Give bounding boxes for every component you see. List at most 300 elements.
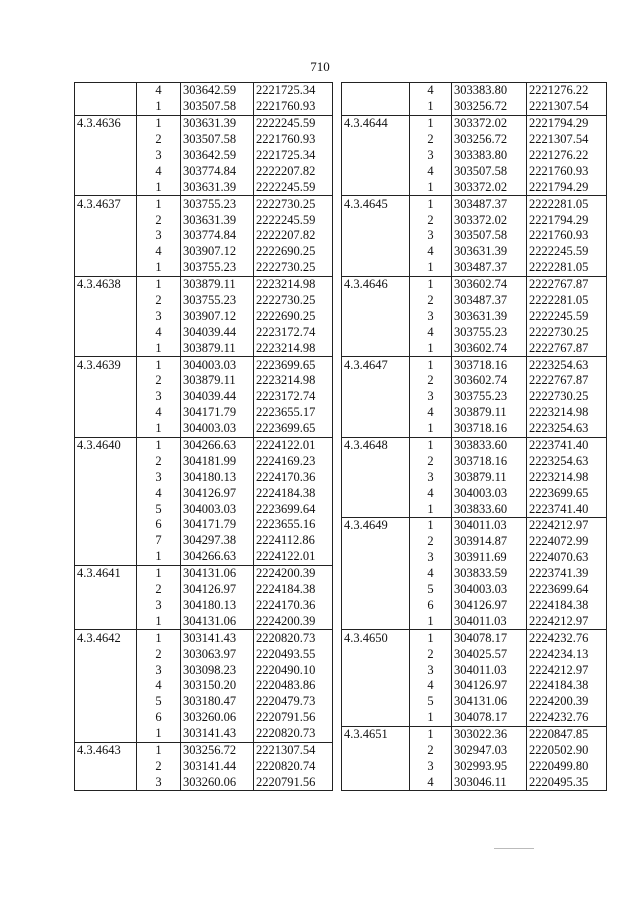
x-coordinate-cell: 303631.39 (181, 179, 254, 195)
y-coordinate-cell: 2220483.86 (254, 678, 333, 694)
table-row (75, 469, 333, 485)
y-coordinate-cell: 2223214.98 (254, 373, 333, 389)
parcel-id-cell (342, 662, 410, 678)
table-row (75, 308, 333, 324)
y-coordinate-cell: 2223699.65 (254, 421, 333, 437)
point-number-cell: 1 (410, 630, 452, 646)
y-coordinate-cell: 2222281.05 (527, 260, 607, 276)
parcel-id-cell (75, 758, 137, 774)
table-row (75, 340, 333, 356)
y-coordinate-cell: 2221725.34 (254, 148, 333, 164)
y-coordinate-cell: 2224184.38 (254, 582, 333, 598)
x-coordinate-cell: 303063.97 (181, 646, 254, 662)
parcel-id-cell (342, 774, 410, 790)
x-coordinate-cell: 303631.39 (452, 244, 527, 260)
point-number-cell: 1 (410, 260, 452, 276)
x-coordinate-cell: 303098.23 (181, 662, 254, 678)
point-number-cell: 2 (410, 293, 452, 309)
point-number-cell: 3 (410, 228, 452, 244)
table-row (342, 453, 607, 469)
parcel-id-cell (342, 163, 410, 179)
parcel-id-cell (75, 228, 137, 244)
table-row (75, 453, 333, 469)
x-coordinate-cell: 303879.11 (452, 469, 527, 485)
point-number-cell: 3 (410, 758, 452, 774)
table-row (75, 582, 333, 598)
table-row (342, 163, 607, 179)
point-number-cell: 1 (137, 726, 181, 742)
parcel-id-cell (342, 373, 410, 389)
x-coordinate-cell: 303507.58 (181, 132, 254, 148)
y-coordinate-cell: 2222730.25 (254, 293, 333, 309)
table-row (75, 244, 333, 260)
y-coordinate-cell: 2220479.73 (254, 694, 333, 710)
table-row (342, 774, 607, 790)
parcel-id-cell (342, 534, 410, 550)
point-number-cell: 1 (137, 196, 181, 212)
table-row (342, 694, 607, 710)
parcel-id-cell: 4.3.4645 (342, 196, 410, 212)
x-coordinate-cell: 303718.16 (452, 453, 527, 469)
x-coordinate-cell: 304011.03 (452, 518, 527, 534)
parcel-id-cell (75, 469, 137, 485)
parcel-id-cell (75, 726, 137, 742)
table-row (75, 132, 333, 148)
y-coordinate-cell: 2220493.55 (254, 646, 333, 662)
table-row (342, 405, 607, 421)
x-coordinate-cell: 303631.39 (181, 212, 254, 228)
x-coordinate-cell: 303774.84 (181, 163, 254, 179)
x-coordinate-cell: 303755.23 (181, 293, 254, 309)
parcel-id-cell (342, 694, 410, 710)
x-coordinate-cell: 304003.03 (452, 582, 527, 598)
parcel-id-cell: 4.3.4640 (75, 437, 137, 453)
table-row (342, 293, 607, 309)
point-number-cell: 1 (410, 276, 452, 292)
x-coordinate-cell: 303150.20 (181, 678, 254, 694)
point-number-cell: 1 (137, 340, 181, 356)
x-coordinate-cell: 303631.39 (181, 115, 254, 131)
table-row (342, 518, 607, 534)
y-coordinate-cell: 2222730.25 (527, 389, 607, 405)
point-number-cell: 3 (137, 774, 181, 790)
x-coordinate-cell: 303022.36 (452, 726, 527, 742)
point-number-cell: 1 (137, 565, 181, 581)
x-coordinate-cell: 303879.11 (181, 373, 254, 389)
y-coordinate-cell: 2220502.90 (527, 743, 607, 759)
point-number-cell: 3 (410, 662, 452, 678)
parcel-id-cell (75, 613, 137, 629)
x-coordinate-cell: 303383.80 (452, 83, 527, 99)
y-coordinate-cell: 2221760.93 (527, 228, 607, 244)
table-row (75, 163, 333, 179)
point-number-cell: 2 (137, 293, 181, 309)
parcel-id-cell (342, 132, 410, 148)
y-coordinate-cell: 2224212.97 (527, 518, 607, 534)
parcel-id-cell (342, 340, 410, 356)
point-number-cell: 1 (410, 340, 452, 356)
parcel-id-cell (342, 228, 410, 244)
parcel-id-cell (342, 646, 410, 662)
coordinates-table-right (341, 82, 607, 791)
parcel-id-cell: 4.3.4650 (342, 630, 410, 646)
x-coordinate-cell: 304131.06 (181, 613, 254, 629)
table-row (75, 179, 333, 195)
point-number-cell: 4 (137, 485, 181, 501)
table-row (75, 357, 333, 373)
y-coordinate-cell: 2224170.36 (254, 469, 333, 485)
parcel-id-cell (75, 453, 137, 469)
y-coordinate-cell: 2222730.25 (527, 324, 607, 340)
parcel-id-cell (75, 99, 137, 115)
table-row (342, 212, 607, 228)
table-row (75, 726, 333, 742)
point-number-cell: 4 (410, 405, 452, 421)
point-number-cell: 3 (137, 469, 181, 485)
x-coordinate-cell: 304297.38 (181, 533, 254, 549)
table-row (342, 710, 607, 726)
x-coordinate-cell: 303256.72 (452, 132, 527, 148)
point-number-cell: 7 (137, 533, 181, 549)
point-number-cell: 1 (410, 196, 452, 212)
point-number-cell: 1 (137, 276, 181, 292)
y-coordinate-cell: 2223254.63 (527, 357, 607, 373)
table-row (342, 501, 607, 517)
page-number: 710 (310, 59, 330, 74)
x-coordinate-cell: 304171.79 (181, 517, 254, 533)
y-coordinate-cell: 2222207.82 (254, 163, 333, 179)
x-coordinate-cell: 303141.44 (181, 758, 254, 774)
x-coordinate-cell: 303372.02 (452, 115, 527, 131)
x-coordinate-cell: 303879.11 (181, 276, 254, 292)
parcel-id-cell (342, 83, 410, 99)
point-number-cell: 6 (137, 517, 181, 533)
x-coordinate-cell: 303755.23 (452, 389, 527, 405)
point-number-cell: 3 (410, 550, 452, 566)
x-coordinate-cell: 303642.59 (181, 83, 254, 99)
point-number-cell: 5 (410, 582, 452, 598)
parcel-id-cell (342, 469, 410, 485)
table-row (75, 99, 333, 115)
y-coordinate-cell: 2221760.93 (527, 163, 607, 179)
parcel-id-cell (75, 533, 137, 549)
y-coordinate-cell: 2221307.54 (254, 742, 333, 758)
point-number-cell: 2 (137, 758, 181, 774)
parcel-id-cell (75, 373, 137, 389)
point-number-cell: 2 (410, 212, 452, 228)
table-row (75, 260, 333, 276)
parcel-id-cell (342, 421, 410, 437)
x-coordinate-cell: 304131.06 (181, 565, 254, 581)
y-coordinate-cell: 2222245.59 (254, 179, 333, 195)
y-coordinate-cell: 2223172.74 (254, 389, 333, 405)
y-coordinate-cell: 2222730.25 (254, 196, 333, 212)
parcel-id-cell (342, 613, 410, 629)
parcel-id-cell (75, 132, 137, 148)
parcel-id-cell (75, 340, 137, 356)
table-row (342, 421, 607, 437)
point-number-cell: 2 (410, 373, 452, 389)
y-coordinate-cell: 2220495.35 (527, 774, 607, 790)
y-coordinate-cell: 2223172.74 (254, 324, 333, 340)
x-coordinate-cell: 304078.17 (452, 710, 527, 726)
table-row (75, 485, 333, 501)
parcel-id-cell (75, 582, 137, 598)
y-coordinate-cell: 2221794.29 (527, 179, 607, 195)
y-coordinate-cell: 2220499.80 (527, 758, 607, 774)
table-row (342, 260, 607, 276)
table-row (342, 534, 607, 550)
y-coordinate-cell: 2224212.97 (527, 613, 607, 629)
table-row (75, 293, 333, 309)
parcel-id-cell (342, 212, 410, 228)
x-coordinate-cell: 303718.16 (452, 421, 527, 437)
y-coordinate-cell: 2221307.54 (527, 132, 607, 148)
coordinates-table-left (74, 82, 333, 791)
table-row (342, 357, 607, 373)
point-number-cell: 2 (410, 453, 452, 469)
x-coordinate-cell: 304126.97 (452, 598, 527, 614)
table-row (342, 613, 607, 629)
table-row (75, 565, 333, 581)
point-number-cell: 1 (410, 99, 452, 115)
parcel-id-cell: 4.3.4636 (75, 115, 137, 131)
y-coordinate-cell: 2221276.22 (527, 83, 607, 99)
x-coordinate-cell: 304266.63 (181, 437, 254, 453)
point-number-cell: 4 (137, 324, 181, 340)
parcel-id-cell: 4.3.4651 (342, 726, 410, 742)
point-number-cell: 3 (137, 148, 181, 164)
parcel-id-cell (75, 163, 137, 179)
x-coordinate-cell: 303833.60 (452, 437, 527, 453)
x-coordinate-cell: 304011.03 (452, 662, 527, 678)
parcel-id-cell (75, 179, 137, 195)
point-number-cell: 2 (137, 132, 181, 148)
point-number-cell: 1 (137, 742, 181, 758)
point-number-cell: 3 (410, 389, 452, 405)
table-row (342, 743, 607, 759)
parcel-id-cell (342, 485, 410, 501)
parcel-id-cell (75, 646, 137, 662)
table-row (342, 148, 607, 164)
y-coordinate-cell: 2221276.22 (527, 148, 607, 164)
parcel-id-cell (75, 212, 137, 228)
table-row (75, 212, 333, 228)
x-coordinate-cell: 303911.69 (452, 550, 527, 566)
point-number-cell: 5 (137, 501, 181, 517)
parcel-id-cell (342, 405, 410, 421)
table-row (75, 598, 333, 614)
parcel-id-cell (342, 743, 410, 759)
y-coordinate-cell: 2222690.25 (254, 244, 333, 260)
point-number-cell: 1 (410, 726, 452, 742)
point-number-cell: 1 (137, 437, 181, 453)
y-coordinate-cell: 2220820.74 (254, 758, 333, 774)
parcel-id-cell (75, 405, 137, 421)
table-row (342, 630, 607, 646)
parcel-id-cell (75, 694, 137, 710)
x-coordinate-cell: 303602.74 (452, 373, 527, 389)
point-number-cell: 4 (410, 485, 452, 501)
point-number-cell: 4 (137, 163, 181, 179)
table-row (342, 340, 607, 356)
point-number-cell: 1 (137, 630, 181, 646)
parcel-id-cell (342, 582, 410, 598)
parcel-id-cell (75, 389, 137, 405)
y-coordinate-cell: 2224072.99 (527, 534, 607, 550)
y-coordinate-cell: 2222767.87 (527, 276, 607, 292)
y-coordinate-cell: 2224184.38 (527, 598, 607, 614)
parcel-id-cell (342, 244, 410, 260)
y-coordinate-cell: 2223254.63 (527, 421, 607, 437)
x-coordinate-cell: 303487.37 (452, 196, 527, 212)
x-coordinate-cell: 302993.95 (452, 758, 527, 774)
x-coordinate-cell: 304126.97 (181, 485, 254, 501)
point-number-cell: 4 (410, 774, 452, 790)
y-coordinate-cell: 2220791.56 (254, 710, 333, 726)
x-coordinate-cell: 304003.03 (181, 421, 254, 437)
point-number-cell: 1 (410, 710, 452, 726)
x-coordinate-cell: 302947.03 (452, 743, 527, 759)
y-coordinate-cell: 2223741.39 (527, 566, 607, 582)
y-coordinate-cell: 2224070.63 (527, 550, 607, 566)
table-row (75, 758, 333, 774)
parcel-id-cell: 4.3.4644 (342, 115, 410, 131)
y-coordinate-cell: 2224122.01 (254, 437, 333, 453)
x-coordinate-cell: 303260.06 (181, 710, 254, 726)
point-number-cell: 4 (410, 678, 452, 694)
table-row (75, 437, 333, 453)
point-number-cell: 4 (410, 566, 452, 582)
table-row (342, 550, 607, 566)
parcel-id-cell (75, 148, 137, 164)
point-number-cell: 1 (137, 357, 181, 373)
x-coordinate-cell: 303507.58 (452, 163, 527, 179)
point-number-cell: 4 (137, 678, 181, 694)
y-coordinate-cell: 2224169.23 (254, 453, 333, 469)
point-number-cell: 1 (410, 613, 452, 629)
parcel-id-cell (75, 485, 137, 501)
table-row (75, 228, 333, 244)
parcel-id-cell (75, 549, 137, 565)
parcel-id-cell (342, 148, 410, 164)
y-coordinate-cell: 2224200.39 (254, 613, 333, 629)
y-coordinate-cell: 2224234.13 (527, 646, 607, 662)
table-row (342, 179, 607, 195)
x-coordinate-cell: 304266.63 (181, 549, 254, 565)
point-number-cell: 3 (137, 228, 181, 244)
table-row (75, 196, 333, 212)
y-coordinate-cell: 2223655.16 (254, 517, 333, 533)
table-row (75, 148, 333, 164)
y-coordinate-cell: 2224170.36 (254, 598, 333, 614)
point-number-cell: 4 (137, 405, 181, 421)
point-number-cell: 3 (137, 389, 181, 405)
point-number-cell: 2 (137, 373, 181, 389)
parcel-id-cell: 4.3.4641 (75, 565, 137, 581)
parcel-id-cell: 4.3.4638 (75, 276, 137, 292)
parcel-id-cell (75, 308, 137, 324)
point-number-cell: 5 (410, 694, 452, 710)
parcel-id-cell (342, 293, 410, 309)
point-number-cell: 2 (137, 646, 181, 662)
table-row (342, 228, 607, 244)
x-coordinate-cell: 304011.03 (452, 613, 527, 629)
x-coordinate-cell: 303879.11 (452, 405, 527, 421)
table-row (75, 115, 333, 131)
x-coordinate-cell: 303833.60 (452, 501, 527, 517)
table-row (342, 758, 607, 774)
x-coordinate-cell: 304003.03 (452, 485, 527, 501)
table-row (342, 485, 607, 501)
table-row (342, 437, 607, 453)
table-row (75, 694, 333, 710)
point-number-cell: 1 (137, 179, 181, 195)
y-coordinate-cell: 2220820.73 (254, 630, 333, 646)
parcel-id-cell (75, 662, 137, 678)
table-row (342, 132, 607, 148)
point-number-cell: 4 (410, 324, 452, 340)
point-number-cell: 3 (410, 469, 452, 485)
parcel-id-cell: 4.3.4647 (342, 357, 410, 373)
x-coordinate-cell: 304003.03 (181, 501, 254, 517)
x-coordinate-cell: 303833.59 (452, 566, 527, 582)
x-coordinate-cell: 303718.16 (452, 357, 527, 373)
table-row (342, 598, 607, 614)
point-number-cell: 6 (410, 598, 452, 614)
x-coordinate-cell: 303755.23 (181, 260, 254, 276)
y-coordinate-cell: 2222730.25 (254, 260, 333, 276)
table-row (342, 99, 607, 115)
parcel-id-cell (75, 244, 137, 260)
y-coordinate-cell: 2222245.59 (254, 212, 333, 228)
parcel-id-cell (342, 308, 410, 324)
point-number-cell: 2 (137, 582, 181, 598)
point-number-cell: 3 (137, 598, 181, 614)
parcel-id-cell (75, 517, 137, 533)
y-coordinate-cell: 2221760.93 (254, 132, 333, 148)
y-coordinate-cell: 2224184.38 (527, 678, 607, 694)
parcel-id-cell: 4.3.4649 (342, 518, 410, 534)
x-coordinate-cell: 303755.23 (181, 196, 254, 212)
x-coordinate-cell: 304180.13 (181, 469, 254, 485)
parcel-id-cell (342, 324, 410, 340)
point-number-cell: 1 (410, 179, 452, 195)
parcel-id-cell (75, 678, 137, 694)
table-row (342, 469, 607, 485)
parcel-id-cell (75, 421, 137, 437)
point-number-cell: 1 (410, 501, 452, 517)
x-coordinate-cell: 303907.12 (181, 244, 254, 260)
parcel-id-cell (342, 758, 410, 774)
point-number-cell: 4 (137, 244, 181, 260)
y-coordinate-cell: 2221794.29 (527, 212, 607, 228)
table-row (75, 710, 333, 726)
table-row (75, 630, 333, 646)
y-coordinate-cell: 2222281.05 (527, 196, 607, 212)
y-coordinate-cell: 2224112.86 (254, 533, 333, 549)
parcel-id-cell (342, 501, 410, 517)
point-number-cell: 4 (410, 83, 452, 99)
x-coordinate-cell: 304003.03 (181, 357, 254, 373)
y-coordinate-cell: 2222767.87 (527, 373, 607, 389)
x-coordinate-cell: 303383.80 (452, 148, 527, 164)
table-row (75, 646, 333, 662)
point-number-cell: 1 (410, 518, 452, 534)
y-coordinate-cell: 2224212.97 (527, 662, 607, 678)
y-coordinate-cell: 2222245.59 (527, 244, 607, 260)
table-row (75, 549, 333, 565)
